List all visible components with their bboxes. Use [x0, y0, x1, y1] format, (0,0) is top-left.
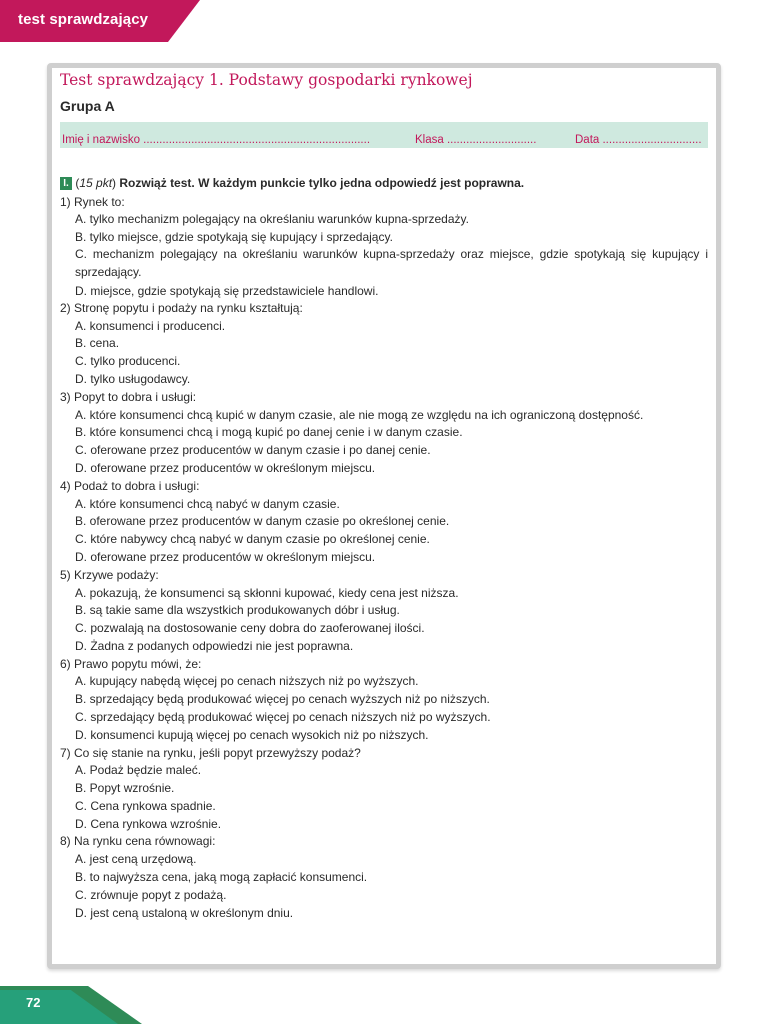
class-field: Klasa ............................ — [415, 134, 537, 146]
question-6-option-c: C. sprzedający będą produkować więcej po cenach niższych niż po wyższych. — [75, 710, 491, 724]
task-instruction: I. (15 pkt) Rozwiąż test. W każdym punkcie tylko jedna odpowiedź jest poprawna. — [60, 176, 524, 190]
question-7-option-c: C. Cena rynkowa spadnie. — [75, 799, 216, 813]
page-number: 72 — [26, 995, 41, 1010]
question-2-option-b: B. cena. — [75, 336, 120, 350]
question-5-option-a: A. pokazują, że konsumenci są skłonni kupować, kiedy cena jest niższa. — [75, 586, 459, 600]
question-8-option-c: C. zrównuje popyt z podażą. — [75, 888, 227, 902]
name-field: Imię i nazwisko ....................................................................... — [62, 134, 371, 146]
question-6-option-b: B. sprzedający będą produkować więcej po cenach wyższych niż po niższych. — [75, 692, 490, 706]
group-label: Grupa A — [60, 98, 115, 114]
question-8-option-a: A. jest ceną urzędową. — [75, 852, 197, 866]
question-7: 7) Co się stanie na rynku, jeśli popyt przewyższy podaż? — [60, 746, 361, 760]
question-8: 8) Na rynku cena równowagi: — [60, 834, 216, 848]
question-8-option-d: D. jest ceną ustaloną w określonym dniu. — [75, 906, 294, 920]
question-3-option-b: B. które konsumenci chcą i mogą kupić po danej cenie i w danym czasie. — [75, 425, 463, 439]
question-1: 1) Rynek to: — [60, 195, 125, 209]
date-field: Data ............................... — [575, 134, 702, 146]
question-2-option-d: D. tylko usługodawcy. — [75, 372, 191, 386]
question-4-option-c: C. które nabywcy chcą nabyć w danym czasie po określonej cenie. — [75, 532, 430, 546]
question-1-option-c: C. mechanizm polegający na określaniu warunków kupna-sprzedaży oraz miejsce, gdzie spotykają się kupujący i sprzedający. — [75, 247, 708, 279]
task-points: 15 pkt — [79, 176, 113, 190]
question-4: 4) Podaż to dobra i usługi: — [60, 479, 200, 493]
question-5-option-c: C. pozwalają na dostosowanie ceny dobra do zaoferowanej ilości. — [75, 621, 425, 635]
question-1-option-d: D. miejsce, gdzie spotykają się przedstawiciele handlowi. — [75, 284, 379, 298]
question-2: 2) Stronę popytu i podaży na rynku kształtują: — [60, 301, 303, 315]
question-7-option-b: B. Popyt wzrośnie. — [75, 781, 175, 795]
question-5: 5) Krzywe podaży: — [60, 568, 159, 582]
question-4-option-a: A. które konsumenci chcą nabyć w danym czasie. — [75, 497, 340, 511]
question-1-option-a: A. tylko mechanizm polegający na określaniu warunków kupna-sprzedaży. — [75, 212, 469, 226]
question-4-option-d: D. oferowane przez producentów w określonym miejscu. — [75, 550, 376, 564]
question-5-option-d: D. Żadna z podanych odpowiedzi nie jest poprawna. — [75, 639, 354, 653]
student-info-band — [60, 122, 708, 148]
question-6: 6) Prawo popytu mówi, że: — [60, 657, 202, 671]
question-8-option-b: B. to najwyższa cena, jaką mogą zapłacić konsumenci. — [75, 870, 368, 884]
question-6-option-d: D. konsumenci kupują więcej po cenach wysokich niż po niższych. — [75, 728, 429, 742]
question-2-option-a: A. konsumenci i producenci. — [75, 319, 226, 333]
task-number-badge: I. — [60, 177, 72, 190]
question-7-option-a: A. Podaż będzie maleć. — [75, 763, 202, 777]
question-3-option-a: A. które konsumenci chcą kupić w danym czasie, ale nie mogą ze względu na ich ograniczoną dostępność. — [75, 408, 644, 422]
question-3: 3) Popyt to dobra i usługi: — [60, 390, 197, 404]
question-3-option-d: D. oferowane przez producentów w określonym miejscu. — [75, 461, 376, 475]
test-title: Test sprawdzający 1. Podstawy gospodarki rynkowej — [60, 71, 473, 89]
task-instruction-text: Rozwiąż test. W każdym punkcie tylko jedna odpowiedź jest poprawna. — [119, 176, 525, 190]
question-2-option-c: C. tylko producenci. — [75, 354, 181, 368]
question-7-option-d: D. Cena rynkowa wzrośnie. — [75, 817, 222, 831]
question-5-option-b: B. są takie same dla wszystkich produkowanych dóbr i usług. — [75, 603, 400, 617]
question-4-option-b: B. oferowane przez producentów w danym czasie po określonej cenie. — [75, 514, 450, 528]
header-tab-label: test sprawdzający — [18, 11, 149, 28]
question-1-option-b: B. tylko miejsce, gdzie spotykają się kupujący i sprzedający. — [75, 230, 393, 244]
question-3-option-c: C. oferowane przez producentów w danym czasie i po danej cenie. — [75, 443, 431, 457]
question-6-option-a: A. kupujący nabędą więcej po cenach niższych niż po wyższych. — [75, 674, 419, 688]
